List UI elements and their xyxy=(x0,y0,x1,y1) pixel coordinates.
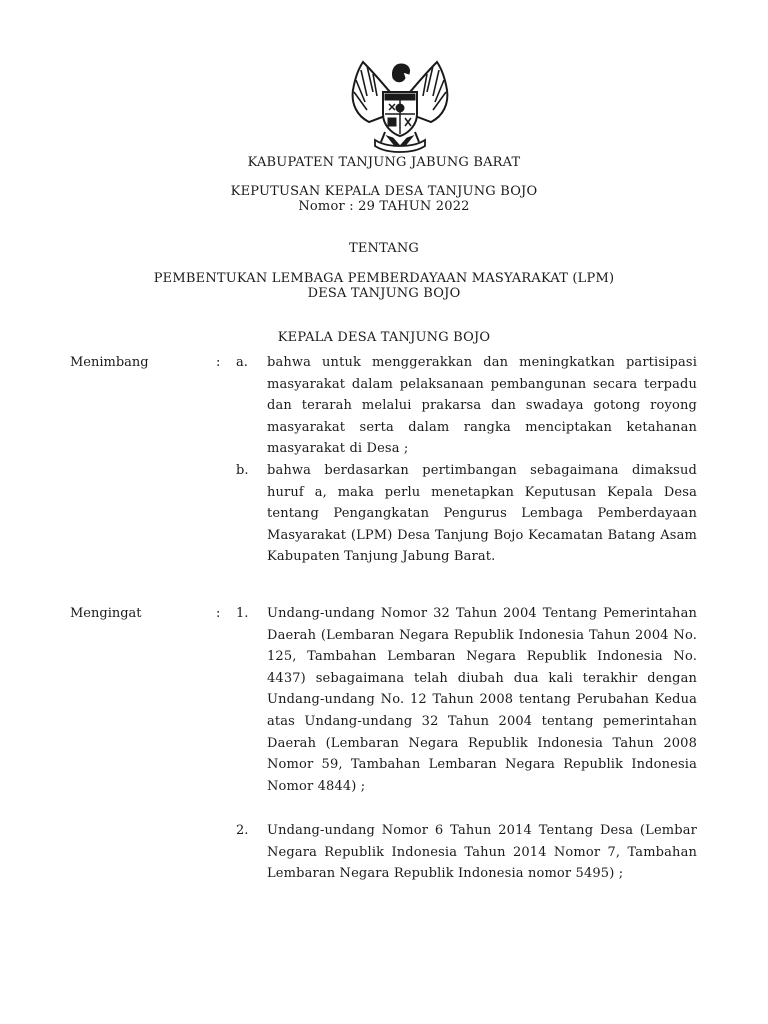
mengingat-colon: : xyxy=(216,606,221,621)
mengingat-item-marker: 2. xyxy=(236,823,249,838)
decree-title: KEPUTUSAN KEPALA DESA TANJUNG BOJO xyxy=(230,184,538,199)
subject-line-1: PEMBENTUKAN LEMBAGA PEMBERDAYAAN MASYARAKAT (LPM) xyxy=(153,271,615,286)
menimbang-label: Menimbang xyxy=(70,355,149,370)
authority-heading: KEPALA DESA TANJUNG BOJO xyxy=(277,330,491,345)
menimbang-item-text: bahwa untuk menggerakkan dan meningkatkan partisipasi masyarakat dalam pelaksanaan pembangunan secara terpadu dan terarah melalui prakarsa dan swadaya gotong royong masyarakat serta dalam rangka menciptakan ketahanan masyarakat di Desa ; xyxy=(267,355,697,457)
decree-number: Nomor : 29 TAHUN 2022 xyxy=(298,199,470,214)
regency-title: KABUPATEN TANJUNG JABUNG BARAT xyxy=(247,155,521,170)
subject-line-2: DESA TANJUNG BOJO xyxy=(307,286,461,301)
about-heading: TENTANG xyxy=(348,241,420,256)
mengingat-item-text: Undang-undang Nomor 6 Tahun 2014 Tentang Desa (Lembar Negara Republik Indonesia Tahun 2014 Nomor 7, Tambahan Lembaran Negara Republik Indonesia nomor 5495) ; xyxy=(267,823,697,882)
mengingat-item-marker: 1. xyxy=(236,606,249,621)
menimbang-item-marker: a. xyxy=(236,355,248,370)
menimbang-colon: : xyxy=(216,355,221,370)
menimbang-item-marker: b. xyxy=(236,463,249,478)
mengingat-item-text: Undang-undang Nomor 32 Tahun 2004 Tentang Pemerintahan Daerah (Lembaran Negara Republik Indonesia Tahun 2004 No. 125, Tambahan Lembaran Negara Republik Indonesia No. 4437) sebagaimana telah diubah dua kali terakhir dengan Undang-undang No. 12 Tahun 2008 tentang Perubahan Kedua atas Undang-undang 32 Tahun 2004 tentang pemerintahan Daerah (Lembaran Negara Republik Indonesia Tahun 2008 Nomor 59, Tambahan Lembaran Negara Republik Indonesia Nomor 4844) ; xyxy=(267,606,697,794)
garuda-pancasila-emblem-icon xyxy=(345,56,455,156)
menimbang-item-text: bahwa berdasarkan pertimbangan sebagaimana dimaksud huruf a, maka perlu menetapkan Keputusan Kepala Desa tentang Pengangkatan Pengurus Lembaga Pemberdayaan Masyarakat (LPM) Desa Tanjung Bojo Kecamatan Batang Asam Kabupaten Tanjung Jabung Barat. xyxy=(267,463,697,565)
mengingat-label: Mengingat xyxy=(70,606,142,621)
